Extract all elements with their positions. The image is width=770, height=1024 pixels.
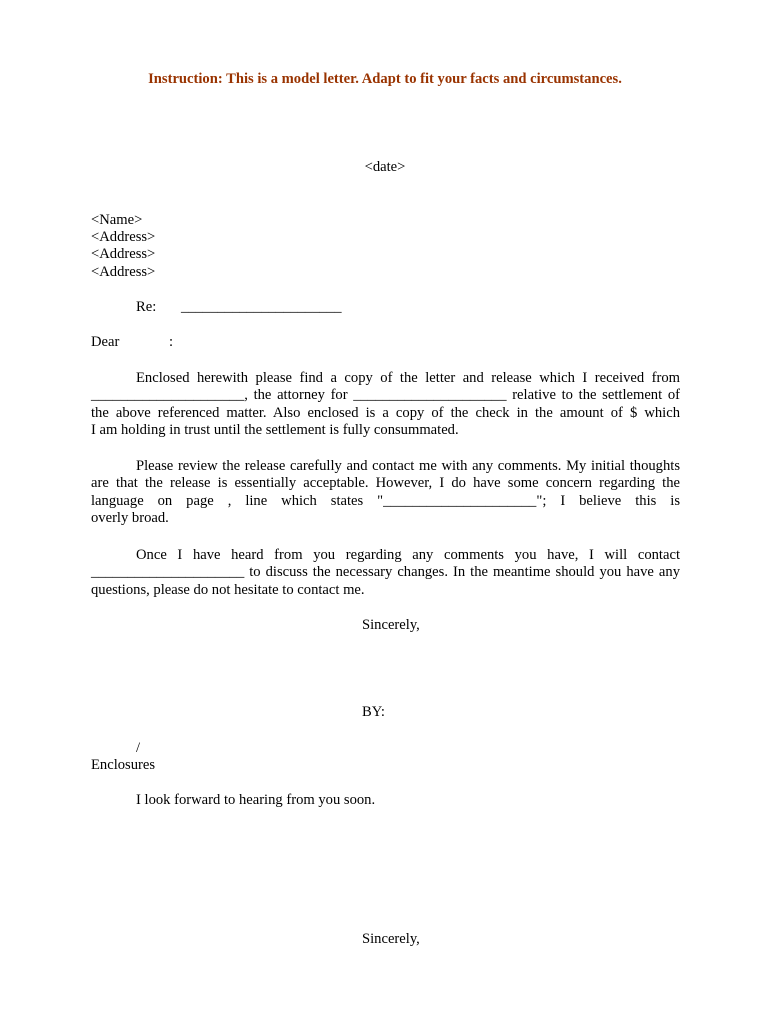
instruction-text: Instruction: This is a model letter. Adapt to fit your facts and circumstances. xyxy=(148,71,622,87)
paragraph-1-line-2-part-a: _____________________, the attorney for xyxy=(91,387,348,404)
paragraph-3-line-3: questions, please do not hesitate to contact me. xyxy=(91,581,365,598)
closing-sincerely-2: Sincerely, xyxy=(362,931,420,947)
paragraph-2-line-1: Please review the release carefully and contact me with any comments. My initial thoughts xyxy=(136,458,680,474)
paragraph-3 xyxy=(91,547,680,599)
salutation-dear: Dear xyxy=(91,334,120,350)
paragraph-2-line-4: overly broad. xyxy=(91,510,169,527)
paragraph-2-line-3 xyxy=(91,493,680,510)
paragraph-2-line-3-part-c: line which states "_____________________"; I believe this is xyxy=(245,492,681,509)
closing-sentence: I look forward to hearing from you soon. xyxy=(136,792,376,808)
paragraph-1-line-4: I am holding in trust until the settlement is fully consummated. xyxy=(91,422,459,439)
recipient-name: <Name> xyxy=(91,212,143,228)
paragraph-1-line-3-part-b: which xyxy=(644,404,680,421)
re-label: Re: xyxy=(136,299,157,315)
paragraph-2-line-3-part-b: , xyxy=(227,492,232,509)
paragraph-3-line-1: Once I have heard from you regarding any comments you have, I will contact xyxy=(136,547,680,563)
enclosures-label: Enclosures xyxy=(91,757,156,773)
paragraph-2-line-3-part-a: language on page xyxy=(91,492,214,509)
paragraph-1-line-2 xyxy=(91,387,680,404)
paragraph-2 xyxy=(91,458,680,528)
date-placeholder: <date> xyxy=(364,159,406,175)
paragraph-1 xyxy=(91,370,680,440)
paragraph-1-line-3-part-a: the above referenced matter. Also enclosed is a copy of the check in the amount of $ xyxy=(91,404,638,421)
signature-by-label: BY: xyxy=(362,704,385,720)
salutation-colon: : xyxy=(169,334,174,350)
recipient-address-1: <Address> xyxy=(91,229,156,245)
paragraph-3-line-2: _____________________ to discuss the necessary changes. In the meantime should you have any xyxy=(91,564,680,581)
paragraph-1-line-2-part-b: _____________________ relative to the settlement of xyxy=(353,387,680,404)
initials-slash: / xyxy=(136,740,141,756)
paragraph-2-line-2: are that the release is essentially acceptable. However, I do have some concern regarding the xyxy=(91,475,680,492)
recipient-address-3: <Address> xyxy=(91,264,156,280)
paragraph-1-line-1: Enclosed herewith please find a copy of the letter and release which I received from xyxy=(136,370,680,386)
recipient-address-2: <Address> xyxy=(91,246,156,262)
re-blank: ______________________ xyxy=(181,299,342,315)
paragraph-1-line-3 xyxy=(91,405,680,422)
closing-sincerely-1: Sincerely, xyxy=(362,617,420,633)
